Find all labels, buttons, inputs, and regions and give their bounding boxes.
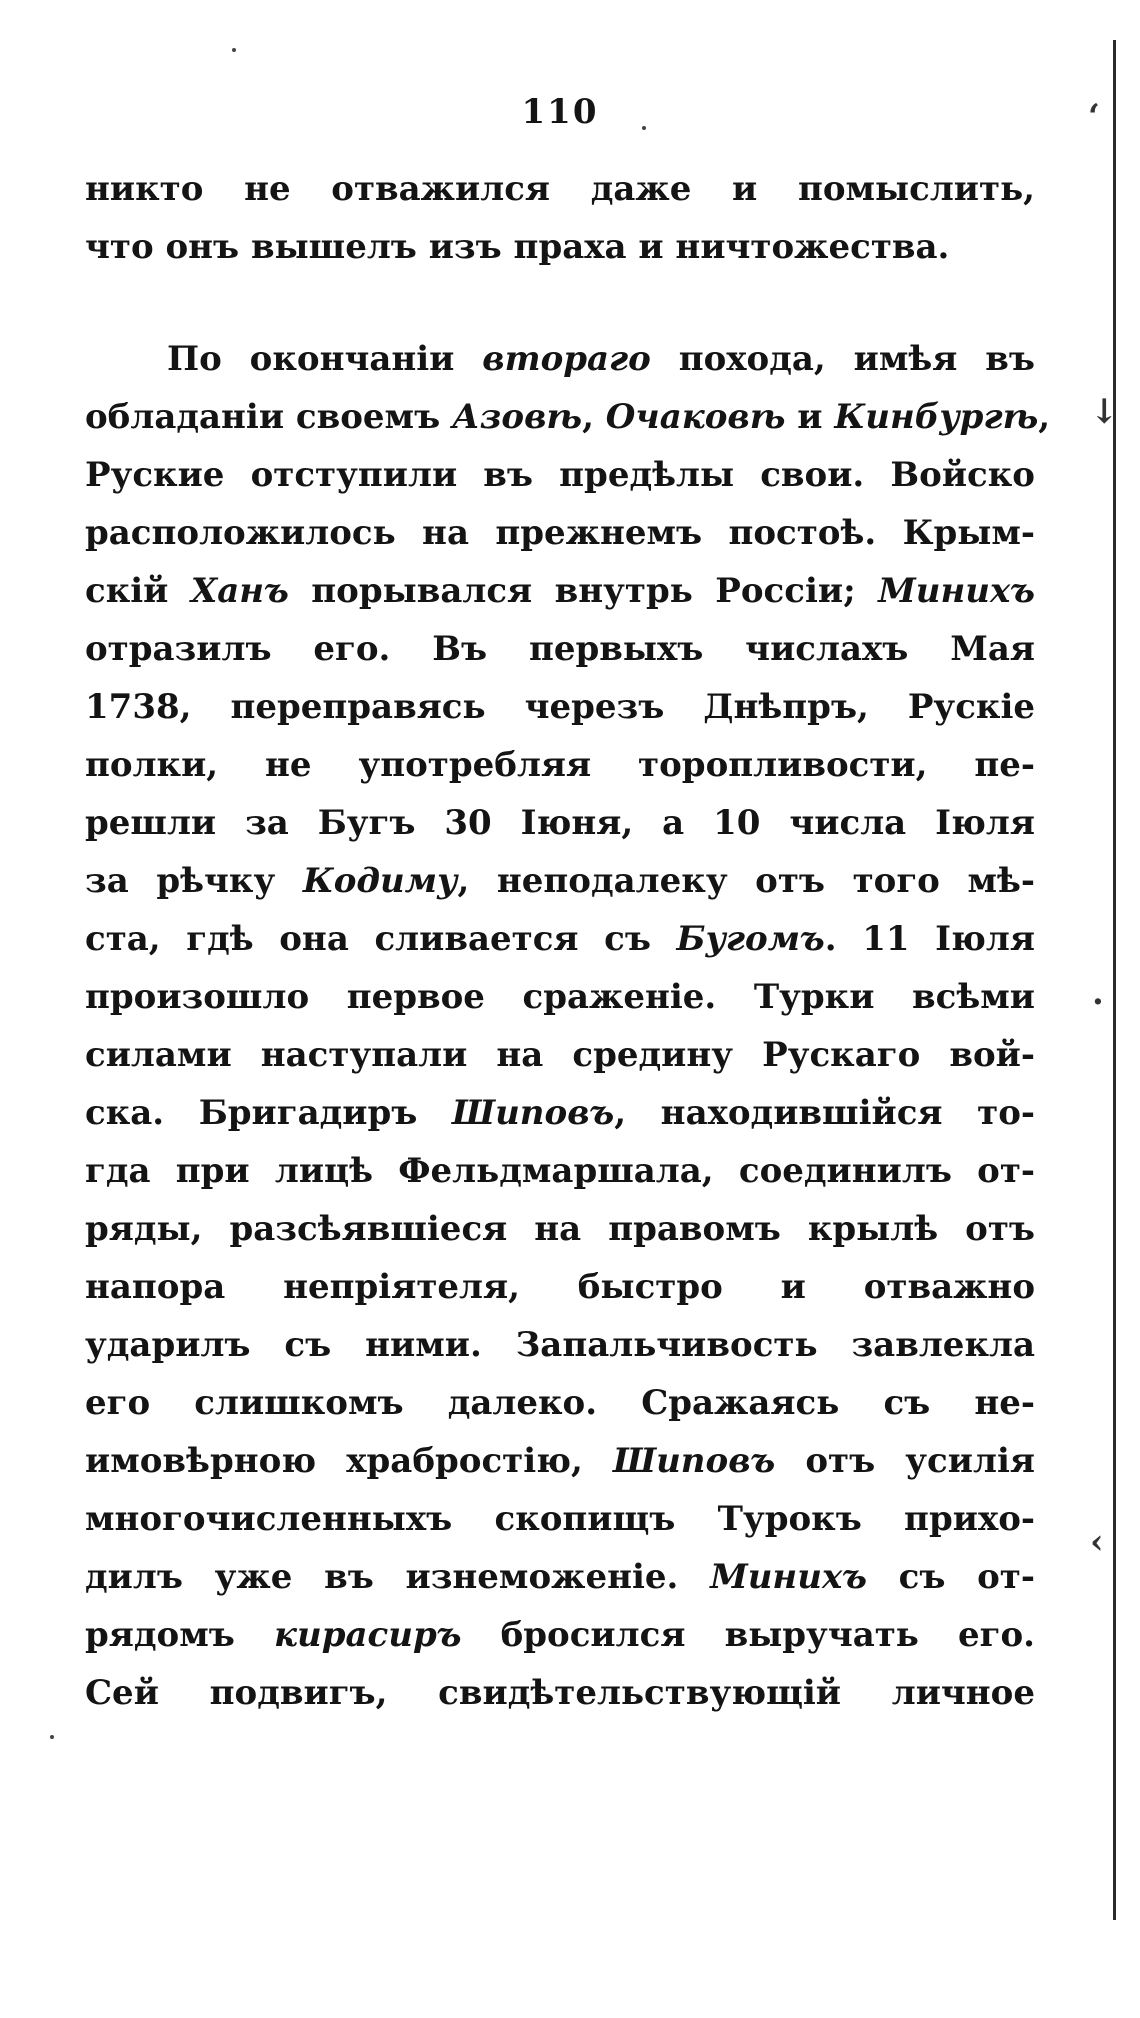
text-run: похода, имѣя въ [650,339,1035,379]
speck [642,126,646,130]
text-line [85,1606,1035,1664]
text-line: никто не отважился даже и помыслить, [85,169,1035,209]
text-run: решли за Бугъ 30 Іюня, а 10 числа Іюля [85,803,1035,843]
text-line [85,562,1035,620]
italic-term: Кодиму [302,861,458,901]
text-run: ударилъ съ ними. Запальчивость завлекла [85,1325,1035,1365]
text-run: напора непріятеля, быстро и отважно [85,1267,1035,1307]
text-line [85,1084,1035,1142]
text-line [85,1026,1035,1084]
text-line [85,1316,1035,1374]
text-run: произошло первое сраженіе. Турки всѣми [85,977,1035,1017]
text-run: расположилось на прежнемъ постоѣ. Крым- [85,513,1035,553]
text-run: , находившійся то- [614,1093,1035,1133]
text-run: , [582,397,606,437]
text-run: за рѣчку [85,861,303,901]
italic-term: Бугомъ [676,919,825,959]
text-run: , неподалеку отъ того мѣ- [457,861,1035,901]
italic-term: кирасиръ [274,1615,462,1655]
text-run: По окончаніи [167,339,483,379]
text-line [85,388,1051,446]
text-run: , [1038,397,1051,437]
text-line [85,446,1035,504]
speck [50,1735,54,1739]
text-run: ста, гдѣ она сливается съ [85,919,677,959]
margin-mark: ʻ [1088,97,1100,137]
text-run: гда при лицѣ Фельдмаршала, соединилъ от- [85,1151,1035,1191]
text-run: полки, не употребляя торопливости, пе- [85,745,1035,785]
text-run: силами наступали на средину Рускаго вой- [85,1035,1035,1075]
text-run: ска. Бригадиръ [85,1093,452,1133]
text-line [85,1490,1035,1548]
text-run: порывался внутрь Россіи; [288,571,879,611]
text-line [85,852,1035,910]
text-run: многочисленныхъ скопищъ Турокъ прихо- [85,1499,1035,1539]
text-run: . 11 Іюля [824,919,1036,959]
text-line [85,1142,1035,1200]
text-line [85,1432,1035,1490]
text-run: отъ усилія [775,1441,1035,1481]
text-line [85,910,1035,968]
text-run: имовѣрною храбростію, [85,1441,613,1481]
text-run: Сей подвигъ, свидѣтельствующій личное [85,1673,1035,1713]
margin-mark: ‹ [1090,1522,1104,1562]
italic-term: Шиповъ [612,1441,776,1481]
margin-mark: ↓ [1090,392,1119,432]
text-run: обладаніи своемъ [85,397,452,437]
paragraph-continuation [85,160,1035,276]
text-line [85,1548,1035,1606]
italic-term: Очаковѣ [605,397,786,437]
text-line [85,678,1035,736]
text-run: дилъ уже въ изнеможеніе. [85,1557,711,1597]
italic-term: Шиповъ [451,1093,615,1133]
text-line [85,1374,1035,1432]
text-run: 1738, переправясь черезъ Днѣпръ, Рускіе [85,687,1035,727]
text-line [85,1258,1035,1316]
italic-term: Кинбургѣ [834,397,1039,437]
text-line [85,968,1035,1026]
text-run: съ от- [866,1557,1035,1597]
text-line [85,736,1035,794]
paragraph-main [85,330,1051,1722]
text-run: и [785,397,835,437]
text-line [85,330,1035,388]
italic-term: Ханъ [190,571,289,611]
italic-term: втораго [482,339,651,379]
text-run: Руские отступили въ предѣлы свои. Войско [85,455,1035,495]
italic-term: Минихъ [710,1557,867,1597]
text-run: отразилъ его. Въ первыхъ числахъ Мая [85,629,1035,669]
text-run: бросился выручать его. [461,1615,1036,1655]
text-run: его слишкомъ далеко. Сражаясь съ не- [85,1383,1035,1423]
text-line [85,794,1035,852]
text-run: скій [85,571,191,611]
text-run: рядомъ [85,1615,274,1655]
page-binding-edge [1113,40,1116,1920]
page-number: 110 [521,92,599,132]
speck [232,48,236,52]
text-line [85,504,1035,562]
text-line [85,1200,1035,1258]
italic-term: Минихъ [878,571,1035,611]
text-line [85,620,1035,678]
text-line [85,1664,1035,1722]
margin-mark: · [1092,982,1104,1022]
text-line: что онъ вышелъ изъ праха и ничтожества. [85,227,950,267]
text-run: ряды, разсѣявшіеся на правомъ крылѣ отъ [85,1209,1035,1249]
italic-term: Азовѣ [452,397,583,437]
